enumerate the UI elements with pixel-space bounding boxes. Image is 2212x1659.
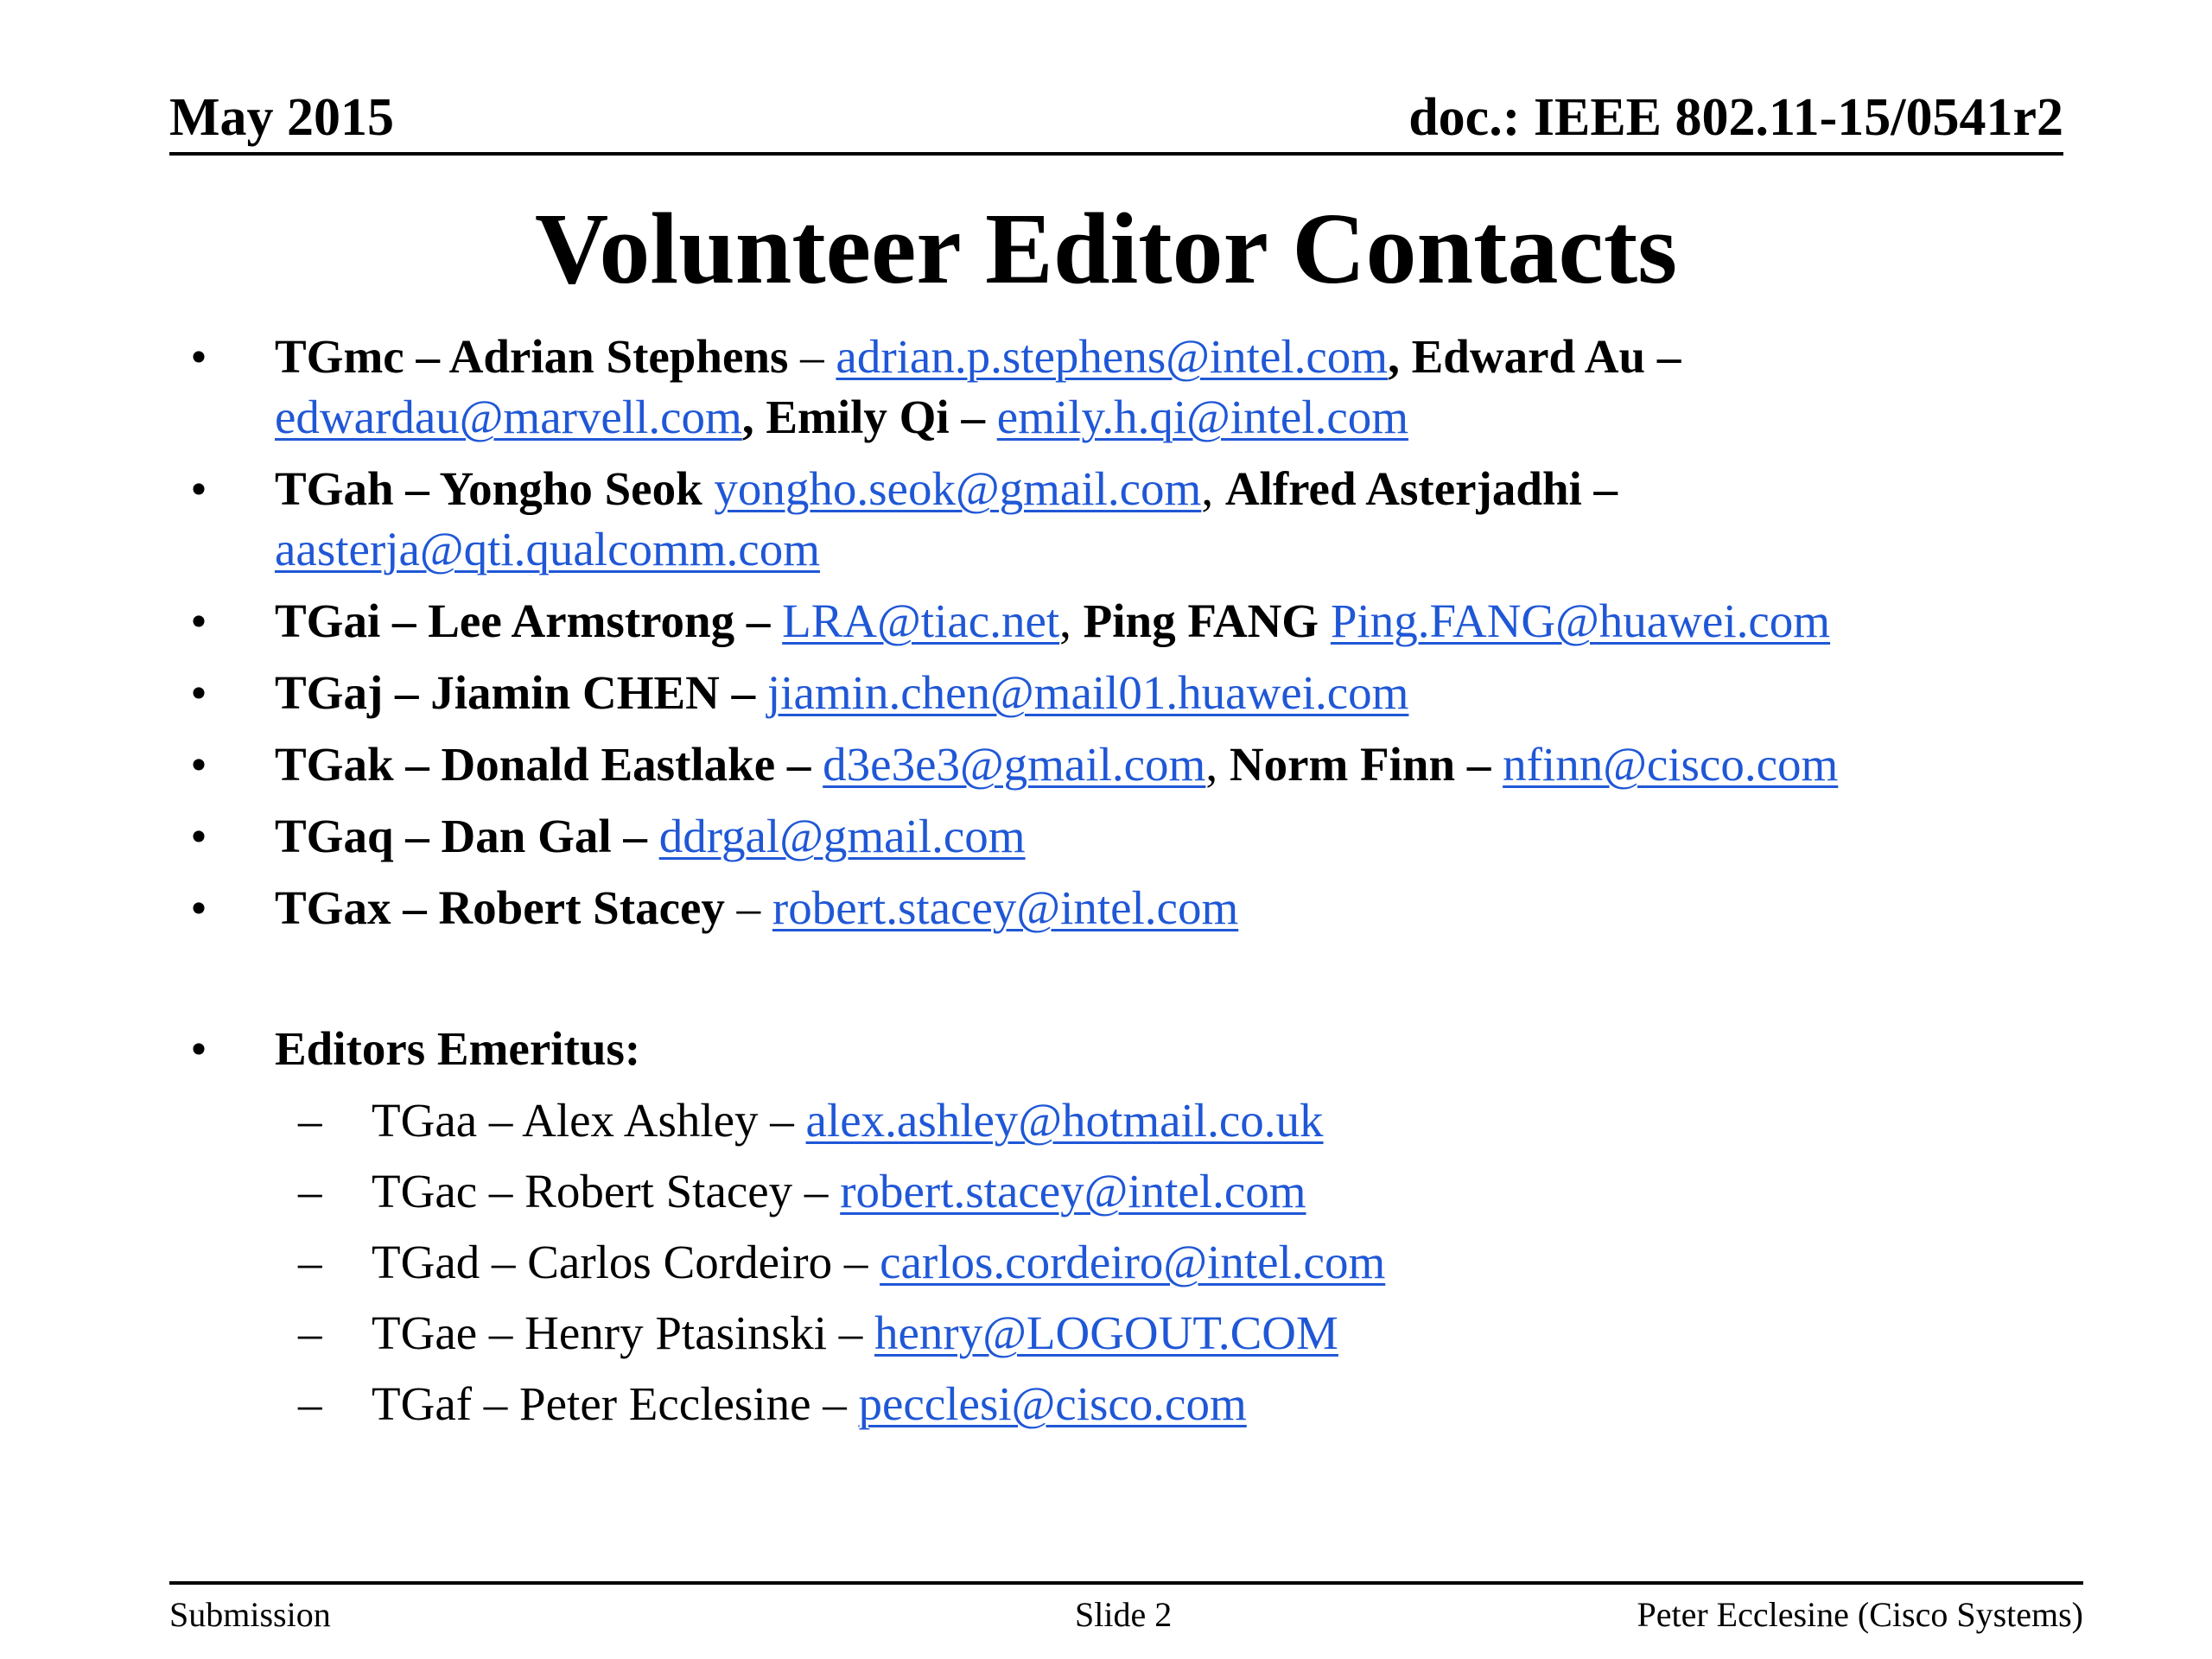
email-link-yongho-seok[interactable]: yongho.seok@gmail.com: [714, 462, 1202, 515]
header-date: May 2015: [169, 88, 395, 147]
bullet-tgaq: [181, 806, 2126, 867]
email-link-edward-au[interactable]: edwardau@marvell.com: [275, 391, 742, 443]
email-link-alfred-asterjadhi[interactable]: aasterja@qti.qualcomm.com: [275, 523, 820, 575]
email-link-emily-qi[interactable]: emily.h.qi@intel.com: [996, 391, 1409, 443]
email-link-robert-stacey[interactable]: robert.stacey@intel.com: [772, 881, 1239, 934]
tgak-comma: ,: [1205, 738, 1230, 791]
bullet-marker: •: [190, 666, 207, 719]
spacer: [181, 950, 2126, 1019]
tgaq-lead: TGaq – Dan Gal –: [275, 810, 659, 862]
bullet-tgak: [181, 734, 2126, 795]
tgai-lead: TGai – Lee Armstrong –: [275, 594, 783, 647]
tgah-alfred-asterjadhi: Alfred Asterjadhi –: [1224, 462, 1618, 515]
bullet-editors-emeritus: [181, 1019, 2126, 1079]
email-link-norm-finn[interactable]: nfinn@cisco.com: [1503, 738, 1839, 791]
footer-slide-number: Slide 2: [1075, 1595, 1173, 1634]
email-link-lee-armstrong[interactable]: LRA@tiac.net: [782, 594, 1060, 647]
tgah-lead: TGah – Yongho Seok: [275, 462, 715, 515]
tgmc-separator: –: [788, 330, 836, 383]
email-link-henry-ptasinski[interactable]: henry@LOGOUT.COM: [874, 1306, 1338, 1359]
bullet-marker: •: [190, 810, 207, 862]
dash-marker: –: [298, 1094, 322, 1147]
tgmc-lead: TGmc – Adrian Stephens: [275, 330, 789, 383]
emeritus-item: [181, 1161, 2126, 1222]
header-doc-id: doc.: IEEE 802.11-15/0541r2: [1408, 88, 2063, 147]
dash-marker: –: [298, 1236, 322, 1288]
tgak-lead: TGak – Donald Eastlake –: [275, 738, 823, 791]
dash-marker: –: [298, 1165, 322, 1217]
tgmc-edward-au: , Edward Au –: [1388, 330, 1681, 383]
emeritus-item: [181, 1090, 2126, 1151]
emeritus-item-text: TGad – Carlos Cordeiro –: [372, 1236, 880, 1288]
email-link-peter-ecclesine[interactable]: pecclesi@cisco.com: [858, 1377, 1247, 1430]
email-link-jiamin-chen[interactable]: jiamin.chen@mail01.huawei.com: [766, 666, 1409, 719]
bullet-marker: •: [190, 881, 207, 934]
bullet-tgmc: [181, 327, 2126, 448]
slide-title: Volunteer Editor Contacts: [534, 192, 1678, 305]
email-link-donald-eastlake[interactable]: d3e3e3@gmail.com: [823, 738, 1206, 791]
dash-marker: –: [298, 1306, 322, 1359]
tgax-lead: TGax – Robert Stacey: [275, 881, 725, 934]
tgai-ping-fang: Ping FANG: [1083, 594, 1331, 647]
emeritus-item: [181, 1232, 2126, 1293]
emeritus-item-text: TGaa – Alex Ashley –: [372, 1094, 806, 1147]
emeritus-item: [181, 1303, 2126, 1363]
bullet-marker: •: [190, 1022, 207, 1075]
tgai-comma: ,: [1059, 594, 1084, 647]
emeritus-item: [181, 1374, 2126, 1434]
email-link-dan-gal[interactable]: ddrgal@gmail.com: [658, 810, 1026, 862]
tgmc-emily-qi: , Emily Qi –: [741, 391, 997, 443]
email-link-robert-stacey-tgac[interactable]: robert.stacey@intel.com: [840, 1165, 1306, 1217]
slide-footer: [169, 1581, 2083, 1638]
dash-marker: –: [298, 1377, 322, 1430]
bullet-marker: •: [190, 594, 207, 647]
bullet-marker: •: [190, 462, 207, 515]
bullet-tgai: [181, 591, 2126, 652]
slide-header: [169, 83, 2063, 156]
tgaj-lead: TGaj – Jiamin CHEN –: [275, 666, 767, 719]
email-link-carlos-cordeiro[interactable]: carlos.cordeiro@intel.com: [880, 1236, 1386, 1288]
email-link-alex-ashley[interactable]: alex.ashley@hotmail.co.uk: [805, 1094, 1324, 1147]
emeritus-item-text: TGaf – Peter Ecclesine –: [372, 1377, 859, 1430]
slide-content: [181, 327, 2126, 1445]
emeritus-item-text: TGac – Robert Stacey –: [372, 1165, 841, 1217]
emeritus-item-text: TGae – Henry Ptasinski –: [372, 1306, 874, 1359]
footer-author: Peter Ecclesine (Cisco Systems): [1637, 1595, 2083, 1634]
email-link-adrian-stephens[interactable]: adrian.p.stephens@intel.com: [836, 330, 1389, 383]
tgah-comma: ,: [1201, 462, 1225, 515]
emeritus-label: Editors Emeritus:: [275, 1022, 641, 1075]
email-link-ping-fang[interactable]: Ping.FANG@huawei.com: [1330, 594, 1831, 647]
bullet-marker: •: [190, 330, 207, 383]
bullet-tgaj: [181, 663, 2126, 723]
tgax-separator: –: [724, 881, 772, 934]
bullet-marker: •: [190, 738, 207, 791]
bullet-tgah: [181, 459, 2126, 580]
bullet-tgax: [181, 878, 2126, 938]
footer-submission: Submission: [169, 1595, 331, 1634]
tgak-norm-finn: Norm Finn –: [1229, 738, 1503, 791]
